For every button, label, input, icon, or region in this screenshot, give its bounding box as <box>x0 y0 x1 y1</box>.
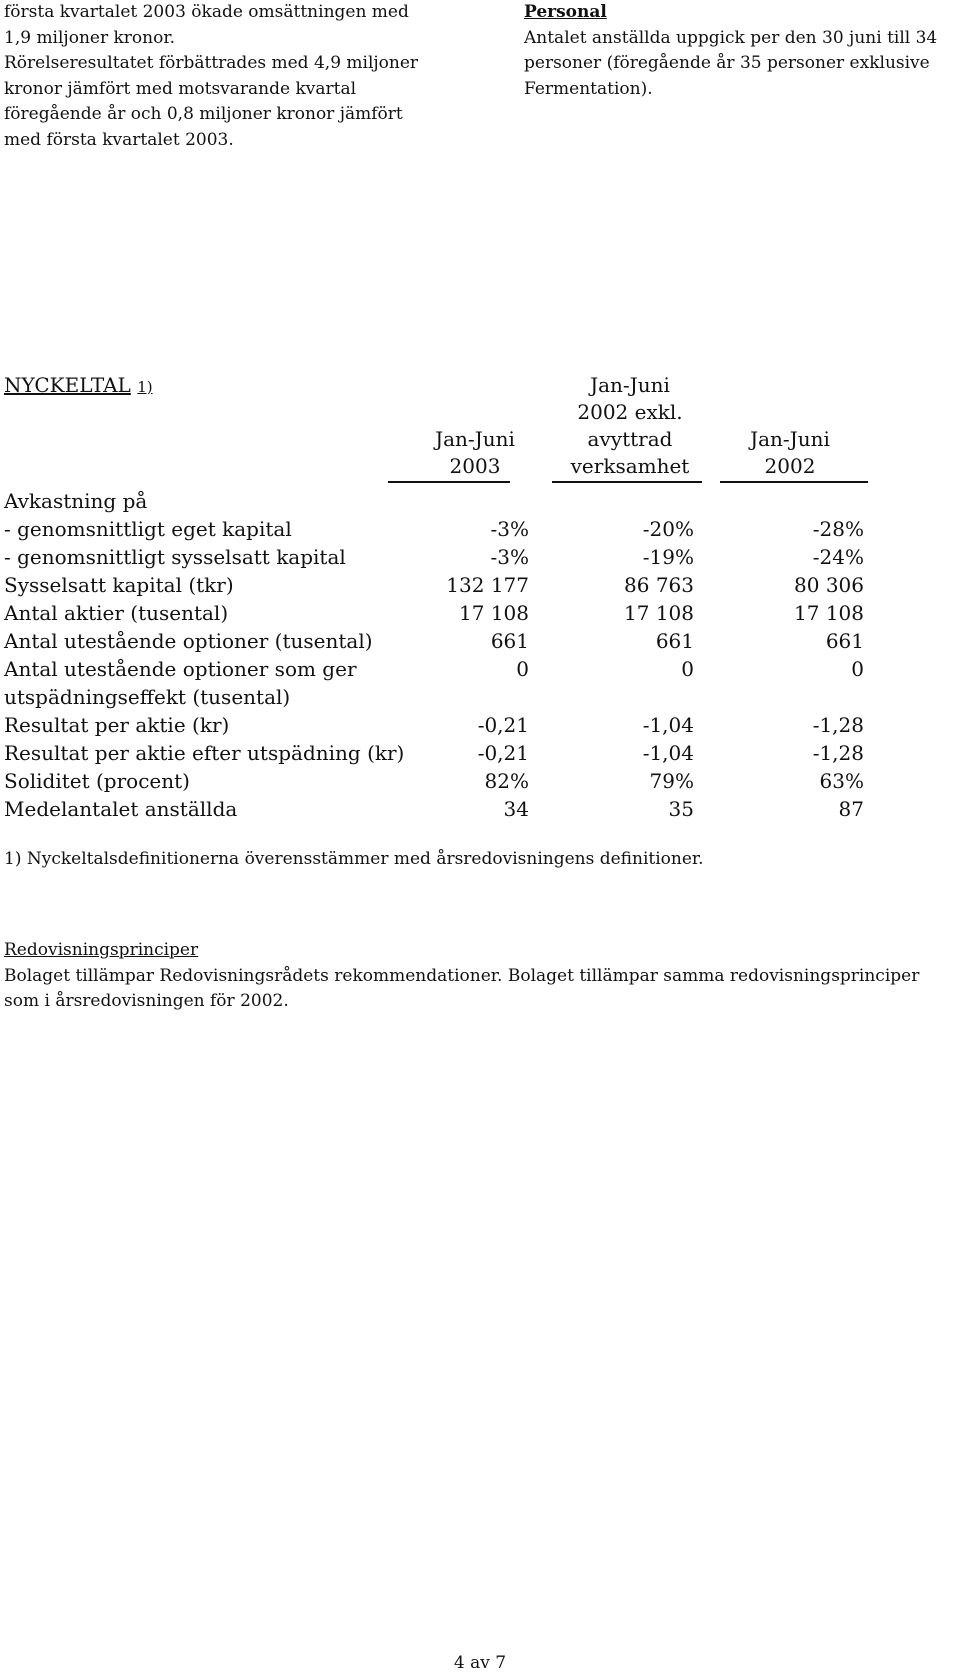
table-row <box>4 795 864 823</box>
cell-2002-exkl: 79% <box>649 769 694 793</box>
redovisning-heading: Redovisningsprinciper <box>4 940 199 960</box>
column-header-line: 2002 exkl. <box>577 400 683 424</box>
redovisning-line: som i årsredovisningen för 2002. <box>4 991 289 1011</box>
row-label: Antal aktier (tusental) <box>4 601 229 625</box>
cell-2002: 63% <box>819 769 864 793</box>
table-footnote: 1) Nyckeltalsdefinitionerna överensstämmer med årsredovisningens definitioner. <box>4 849 704 869</box>
personal-heading: Personal <box>524 2 607 22</box>
cell-2003: 661 <box>490 629 529 653</box>
cell-2002: -1,28 <box>812 713 864 737</box>
cell-2003: -0,21 <box>477 713 529 737</box>
cell-2002-exkl: 35 <box>668 797 694 821</box>
personal-line: Fermentation). <box>524 78 653 99</box>
cell-2003: 34 <box>503 797 529 821</box>
column-header-line: avyttrad <box>587 427 673 451</box>
column-header-line: verksamhet <box>570 454 690 478</box>
column-header-line: Jan-Juni <box>750 427 830 451</box>
table-row <box>4 571 864 599</box>
personal-section <box>524 0 954 102</box>
cell-2002-exkl: -1,04 <box>642 741 694 765</box>
cell-2003: 17 108 <box>459 601 529 625</box>
cell-2003: -3% <box>490 517 529 541</box>
column-header-line: 2002 <box>764 454 816 478</box>
cell-2002: 661 <box>825 629 864 653</box>
cell-2002-exkl: 17 108 <box>624 601 694 625</box>
intro-line: 1,9 miljoner kronor. <box>4 27 175 48</box>
personal-line: personer (föregående år 35 personer exklusive <box>524 53 930 73</box>
row-label: Avkastning på <box>4 489 148 513</box>
row-label: - genomsnittligt eget kapital <box>4 517 292 541</box>
nyckeltal-title-text: NYCKELTAL <box>4 373 131 397</box>
personal-line: Antalet anställda uppgick per den 30 juni till 34 <box>524 27 938 48</box>
column-header-line: Jan-Juni <box>590 373 670 397</box>
row-label: Antal utestående optioner som ger <box>4 657 357 681</box>
column-header-2002 <box>720 426 860 480</box>
redovisning-line: Bolaget tillämpar Redovisningsrådets rekommendationer. Bolaget tillämpar samma redovisningsprinciper <box>4 965 920 986</box>
cell-2002-exkl: -19% <box>642 545 694 569</box>
table-row <box>4 739 864 767</box>
cell-2002-exkl: 86 763 <box>624 573 694 597</box>
table-row <box>4 711 864 739</box>
table-row <box>4 627 864 655</box>
intro-line: kronor jämfört med motsvarande kvartal <box>4 78 357 99</box>
column-rule <box>552 481 702 483</box>
intro-line: första kvartalet 2003 ökade omsättningen med <box>4 2 409 22</box>
cell-2002: -28% <box>812 517 864 541</box>
intro-paragraph <box>4 0 464 153</box>
column-header-line: 2003 <box>449 454 501 478</box>
cell-2002: 17 108 <box>794 601 864 625</box>
redovisning-section <box>4 938 954 1015</box>
cell-2002: 80 306 <box>794 573 864 597</box>
row-label: Soliditet (procent) <box>4 769 190 793</box>
cell-2003: 132 177 <box>446 573 529 597</box>
column-header-line: Jan-Juni <box>435 427 515 451</box>
cell-2002-exkl: -1,04 <box>642 713 694 737</box>
table-row <box>4 515 864 543</box>
column-rule <box>720 481 868 483</box>
nyckeltal-footnote-ref: 1) <box>137 378 153 396</box>
cell-2003: 0 <box>516 657 529 681</box>
table-row <box>4 487 864 515</box>
row-label: utspädningseffekt (tusental) <box>4 685 291 709</box>
table-row <box>4 599 864 627</box>
row-label: Medelantalet anställda <box>4 797 238 821</box>
row-label: Antal utestående optioner (tusental) <box>4 629 373 653</box>
cell-2003: 82% <box>484 769 529 793</box>
intro-line: föregående år och 0,8 miljoner kronor jämfört <box>4 104 403 124</box>
table-row <box>4 655 864 683</box>
row-label: - genomsnittligt sysselsatt kapital <box>4 545 346 569</box>
row-label: Resultat per aktie efter utspädning (kr) <box>4 741 405 765</box>
column-rule <box>388 481 510 483</box>
cell-2002: -24% <box>812 545 864 569</box>
cell-2002: 0 <box>851 657 864 681</box>
cell-2003: -0,21 <box>477 741 529 765</box>
cell-2003: -3% <box>490 545 529 569</box>
page-number: 4 av 7 <box>453 1653 507 1673</box>
table-row <box>4 767 864 795</box>
table-row <box>4 683 864 711</box>
cell-2002-exkl: 661 <box>655 629 694 653</box>
table-row <box>4 543 864 571</box>
cell-2002: -1,28 <box>812 741 864 765</box>
cell-2002-exkl: 0 <box>681 657 694 681</box>
row-label: Resultat per aktie (kr) <box>4 713 230 737</box>
intro-line: Rörelseresultatet förbättrades med 4,9 miljoner <box>4 53 419 73</box>
row-label: Sysselsatt kapital (tkr) <box>4 573 234 597</box>
intro-line: med första kvartalet 2003. <box>4 129 234 150</box>
nyckeltal-title <box>4 372 153 400</box>
cell-2002-exkl: -20% <box>642 517 694 541</box>
column-header-2002-exkl <box>550 372 710 480</box>
column-header-2003 <box>405 426 545 480</box>
cell-2002: 87 <box>838 797 864 821</box>
